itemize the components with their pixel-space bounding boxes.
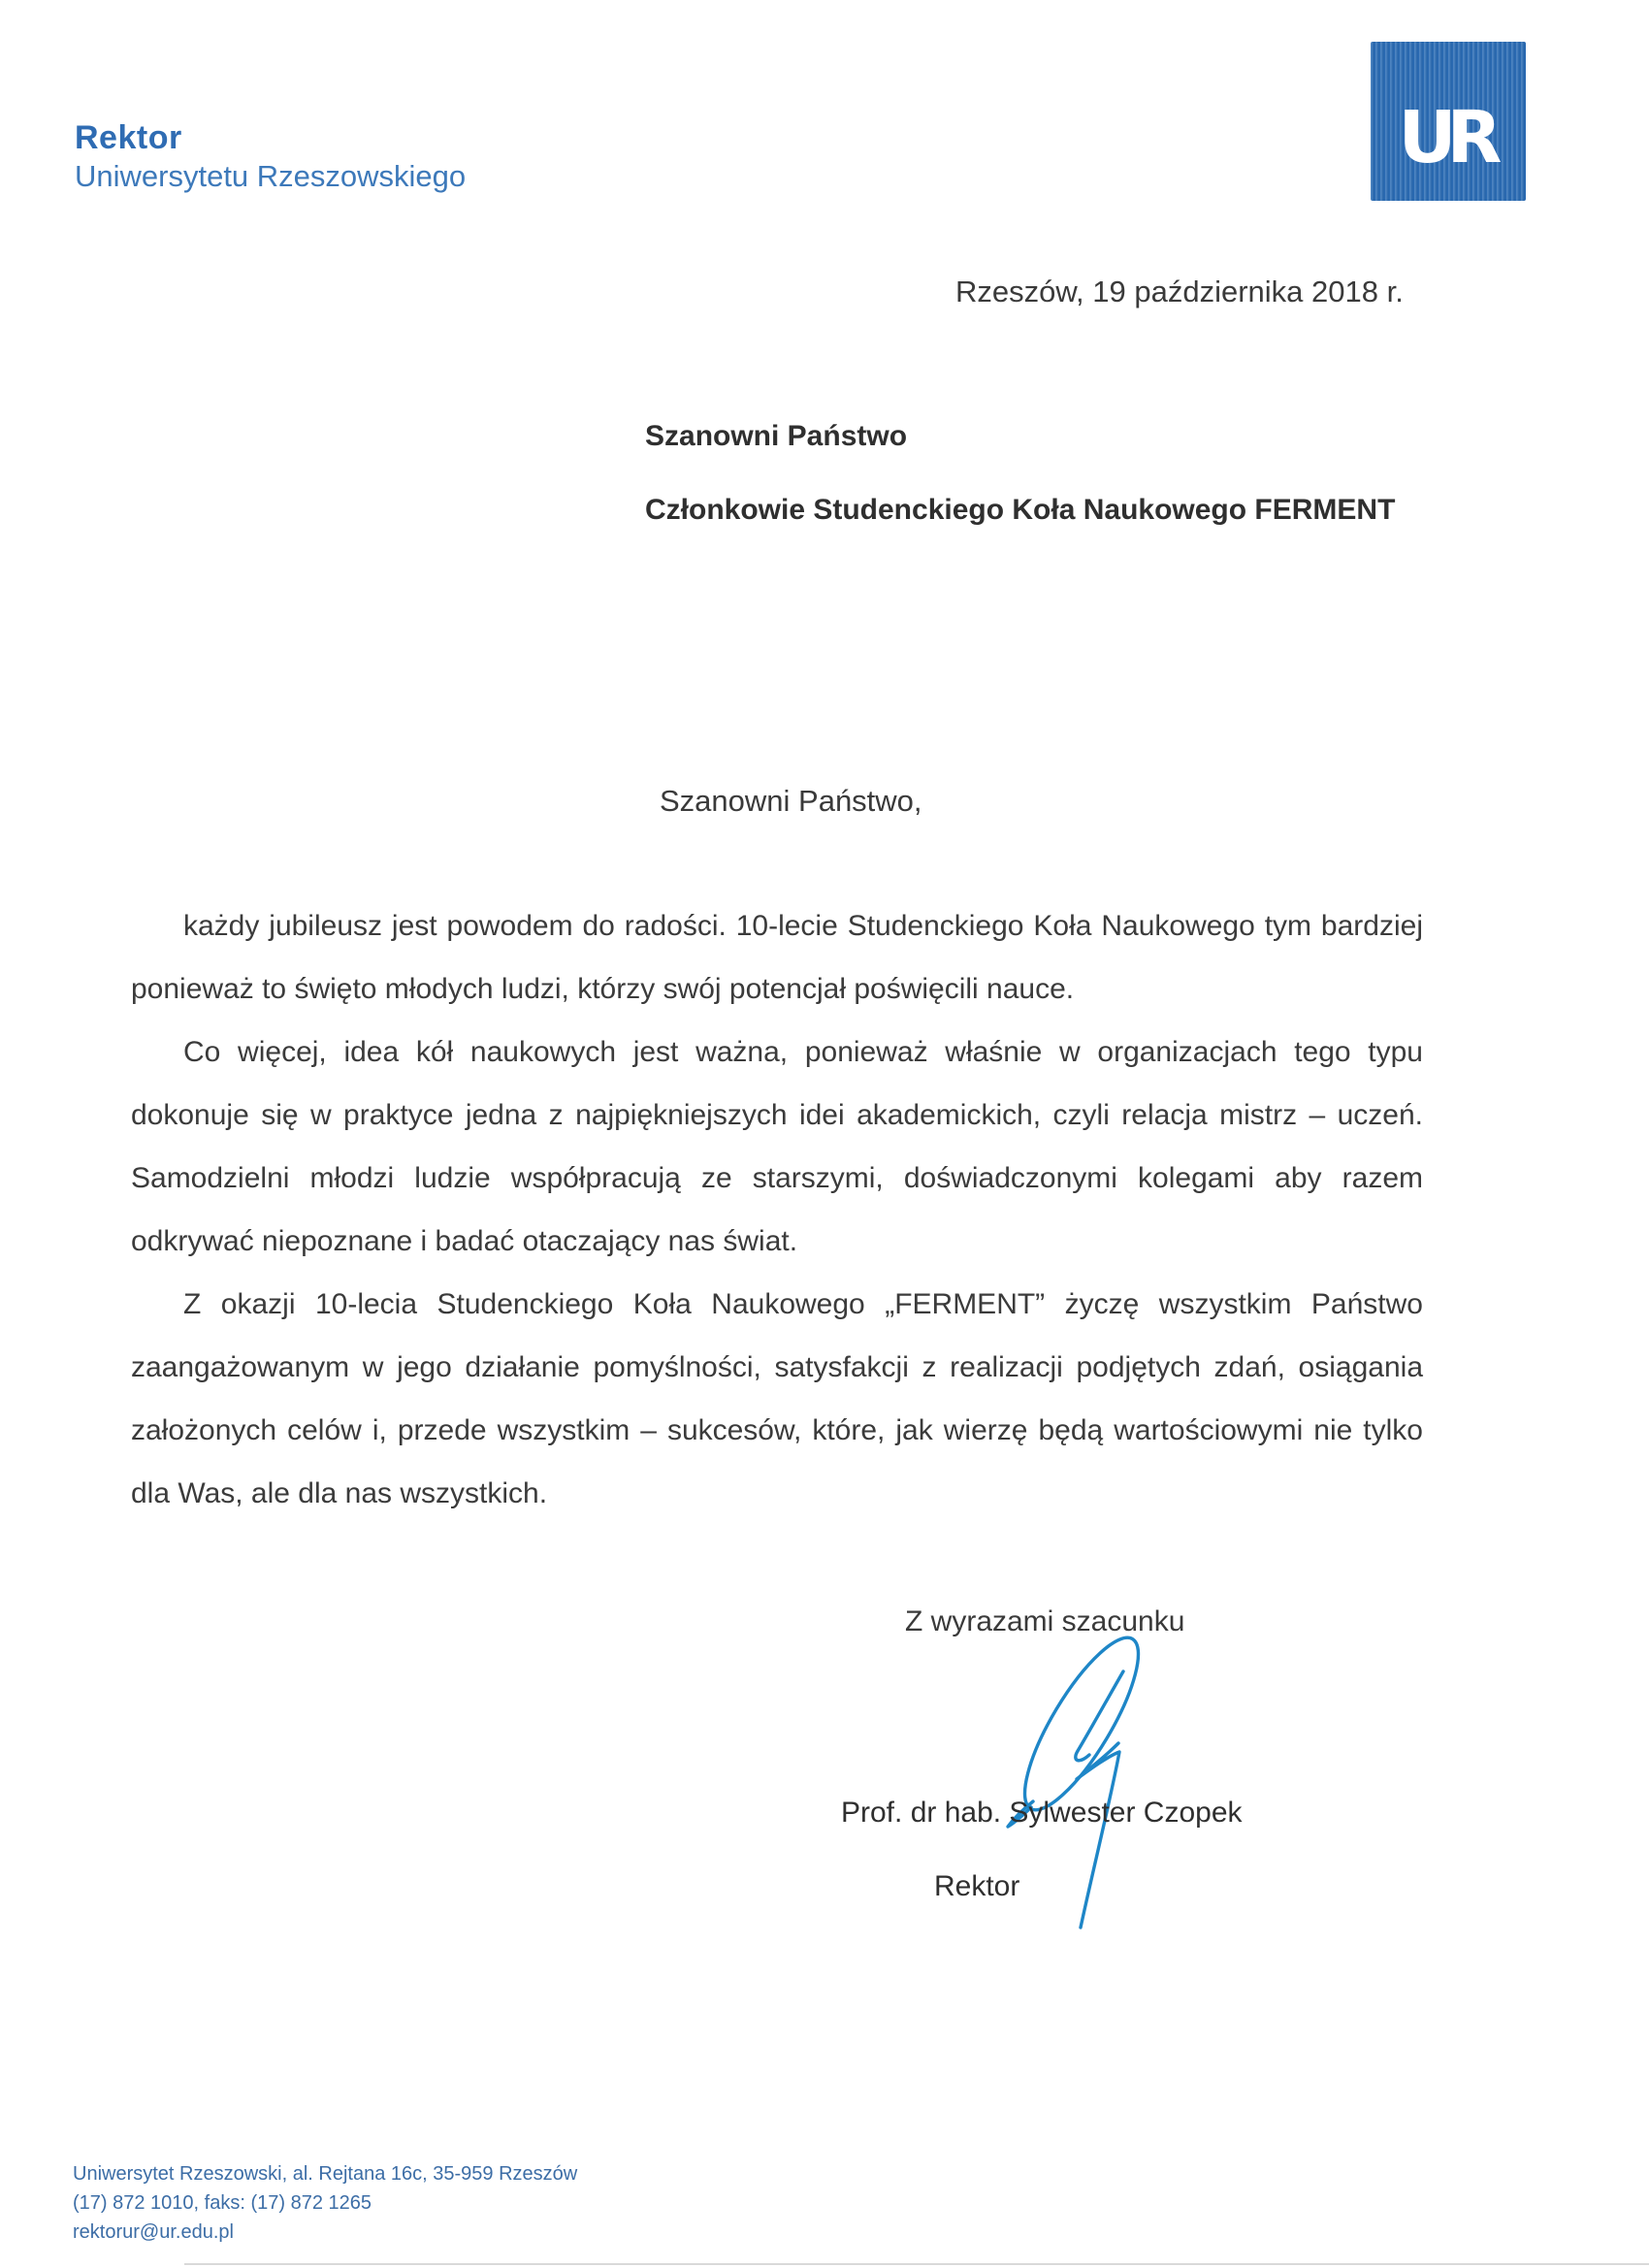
body-paragraph-2: Co więcej, idea kół naukowych jest ważna, ponieważ właśnie w organizacjach tego typu dokonuje się w praktyce jedna z najpiękniejszych idei akademickich, czyli relacja mistrz – uczeń. Samodzielni młodzi ludzie współpracują ze starszymi, doświadczonymi kolegami aby razem odkrywać niepoznane i badać otaczający nas świat.: [131, 1036, 1423, 1257]
valediction: Z wyrazami szacunku: [905, 1605, 1185, 1637]
scan-artifact-line: [184, 2263, 1649, 2265]
footer-address: Uniwersytet Rzeszowski, al. Rejtana 16c, 35-959 Rzeszów: [73, 2163, 578, 2185]
body-paragraph-3: Z okazji 10-lecia Studenckiego Koła Naukowego „FERMENT” życzę wszystkim Państwo zaangażowanym w jego działanie pomyślności, satysfakcji z realizacji podjętych zdań, osiągania założonych celów i, przede wszystkim – sukcesów, które, jak wierzę będą wartościowymi nie tylko dla Was, ale dla nas wszystkich.: [131, 1288, 1423, 1509]
signer-name: Prof. dr hab. Sylwester Czopek: [841, 1797, 1243, 1829]
body-paragraph-1: każdy jubileusz jest powodem do radości. 10-lecie Studenckiego Koła Naukowego tym bardziej ponieważ to święto młodych ludzi, którzy swój potencjał poświęcili nauce.: [131, 910, 1423, 1005]
sender-title: Rektor: [75, 119, 182, 156]
ur-logo-monogram: UR: [1398, 96, 1493, 179]
recipient-line-1: Szanowni Państwo: [645, 420, 908, 452]
salutation: Szanowni Państwo,: [660, 784, 922, 818]
letterhead: [75, 118, 466, 196]
signer-title: Rektor: [934, 1870, 1020, 1902]
footer-contact-block: [73, 2159, 577, 2247]
footer-phone: (17) 872 1010, faks: (17) 872 1265: [73, 2192, 372, 2214]
footer-email: rektorur@ur.edu.pl: [73, 2221, 234, 2243]
letter-body: [131, 894, 1423, 1525]
university-logo: [1371, 42, 1526, 201]
sender-organization: Uniwersytetu Rzeszowskiego: [75, 159, 467, 193]
dateline: Rzeszów, 19 października 2018 r.: [955, 275, 1404, 308]
recipient-block: [645, 420, 1395, 527]
recipient-line-2: Członkowie Studenckiego Koła Naukowego FERMENT: [645, 494, 1396, 526]
